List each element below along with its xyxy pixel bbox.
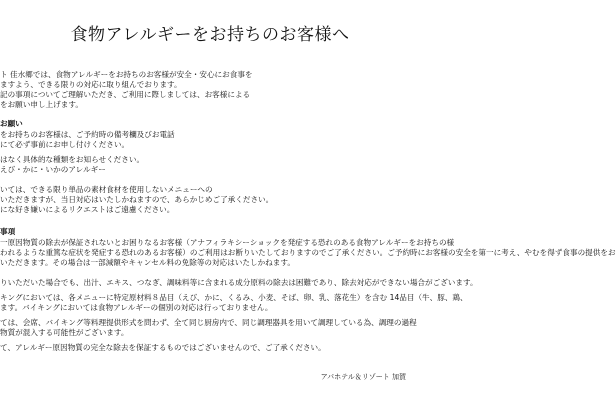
intro-line: 記の事項についてご理解いただき、ご利用に際しましては、お客様による xyxy=(0,90,251,99)
page-title: 食物アレルギーをお持ちのお客様へ xyxy=(70,25,350,45)
request-line: をお持ちのお客様は、ご予約時の備考欄及びお電話 xyxy=(0,130,175,139)
request-line: にな好き嫌いによるリクエストはご遠慮ください。 xyxy=(0,205,175,214)
company-name: アパホテル＆リゾート 加賀 xyxy=(320,373,406,381)
notes-line: われるような重篤な症状を発症する恐れのあるお客様）のご利用はお断りいたしておりますのでご了承ください。ご予約時にお客様の安全を第一に考え、やむを得ず食事の提供をお xyxy=(0,248,616,257)
notes-line: いただきます。その場合は一部減額やキャンセル料の免除等の対応はいたしかねます。 xyxy=(0,258,295,267)
notes-line: りいただいた場合でも、出汁、エキス、つなぎ、調味料等に含まれる成分原料の除去は困難であり、除去対応ができない場合がございます。 xyxy=(0,278,478,287)
request-line: いては、できる限り単品の素材食材を使用しないメニューへの xyxy=(0,185,213,194)
request-line: えび・かに・いかのアレルギー xyxy=(0,165,106,174)
notes-line: ては、会席、バイキング等料理提供形式を問わず、全て同じ厨房内で、同じ調理器具を用いて調理している為、調理の過程 xyxy=(0,318,417,327)
request-line: はなく具体的な種類をお知らせください。 xyxy=(0,155,145,164)
intro-line: ト 佳水郷では、食物アレルギーをお持ちのお客様が安全・安心にお食事を xyxy=(0,70,253,79)
request-line: にて必ず事前にお申し付けください。 xyxy=(0,140,130,149)
notes-line: 一原因物質の除去が保証されないとお困りなるお客様（アナフィラキシーショックを発症する恐れのある食物アレルギーをお持ちの様 xyxy=(0,238,455,247)
request-line: いただきますが、当日対応はいたしかねますので、あらかじめご了承ください。 xyxy=(0,195,274,204)
notes-heading: 事項 xyxy=(0,227,16,236)
notes-line: 物質が混入する可能性がございます。 xyxy=(0,328,129,337)
notes-line: て、アレルギー原因物質の完全な除去を保証するものではございませんので、ご了承ください。 xyxy=(0,343,326,352)
notes-line: ます。バイキングにおいては食物アレルギーの個別の対応は行っておりません。 xyxy=(0,303,273,312)
notes-line: キングにおいては、各メニューに特定原材料８品目（えび、かに、くるみ、小麦、そば、卵、乳、落花生）を含む 14品目（牛、豚、鶏、 xyxy=(0,293,468,302)
request-heading: お願い xyxy=(0,119,23,128)
intro-line: ますよう、できる限りの対応に取り組んでおります。 xyxy=(0,80,182,89)
intro-line: をお願い申し上げます。 xyxy=(0,100,83,109)
